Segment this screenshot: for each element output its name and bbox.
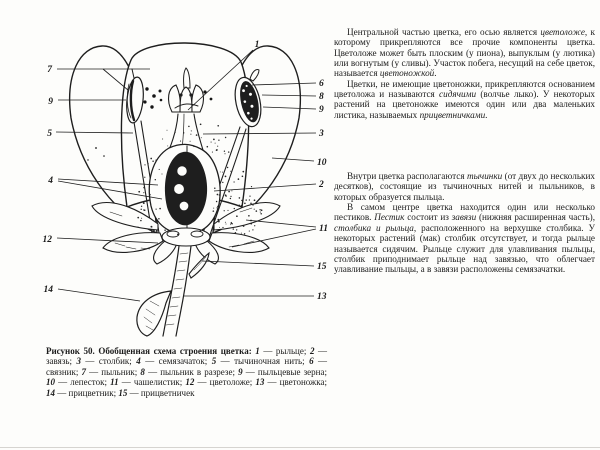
caption-item-label: — пыльцевые зерна; (242, 366, 327, 377)
text-run: . (485, 109, 488, 120)
label-14: 14 (43, 285, 53, 295)
label-15: 15 (317, 262, 327, 272)
label-11: 11 (319, 224, 328, 234)
caption-item-number: 13 (255, 377, 265, 388)
term-sessile: сидячими (439, 89, 477, 100)
term-stamens: тычинки (466, 171, 503, 182)
body-text-column (334, 27, 595, 275)
caption-item-label: — связник; (46, 356, 328, 377)
label-10: 10 (317, 158, 327, 168)
caption-item-number: 9 (238, 366, 243, 377)
caption-item-number: 2 (309, 346, 315, 356)
figure-title: Обобщенная схема строения цветка: (94, 346, 256, 356)
caption-item-label: — семязачаток; (140, 356, 212, 367)
label-7: 7 (47, 65, 52, 75)
ovary (149, 144, 220, 234)
paragraph-receptacle (334, 27, 595, 79)
text-run: Центральной частью цветка, его осью является (347, 27, 541, 37)
term-style-stigma: столбика и рыльца (334, 222, 414, 233)
caption-item-label: — прицветничек (127, 387, 195, 398)
label-8: 8 (319, 92, 324, 102)
text-run: состоит из (404, 212, 452, 223)
caption-item-label: — цветоножка; (264, 377, 328, 388)
term-bractlets: прицветничками (419, 109, 486, 120)
caption-item-label: — завязь; (46, 346, 327, 367)
caption-item-number: 14 (46, 387, 55, 398)
term-ovary: завязи (451, 212, 477, 223)
caption-item-label: — чашелистик; (118, 377, 186, 388)
text-run: (нижняя расширенная часть), (476, 212, 595, 223)
caption-item-label: — тычиночная нить; (216, 356, 310, 367)
caption-item-label: — пыльник; (85, 366, 141, 377)
page-bottom-edge (0, 447, 600, 448)
caption-item-number: 5 (211, 356, 217, 367)
label-9-left: 9 (48, 97, 53, 107)
text-run: В самом центре цветка находится один или несколько пестиков. (334, 202, 595, 223)
paragraph-pistil (334, 202, 595, 274)
caption-item-label: — столбик; (80, 356, 137, 367)
text-run: , расположенного на верхушке столбика. У некоторых растений (мак) столбик отсутствует, и тогда рыльце называется сидячим. Рыльце служит для улавливания пыльцы, столбик приподнимает рыльце над завязью, что облегчает улавливание пыльцы, а в завязи расположены семязачатки. (334, 222, 595, 275)
flower-diagram (0, 0, 335, 342)
caption-item-number: 4 (136, 356, 141, 367)
label-13: 13 (317, 292, 327, 302)
term-pedicel: цветоножкой (379, 68, 435, 79)
label-1: 1 (254, 40, 260, 50)
figure-caption (46, 346, 327, 398)
term-pistil: Пестик (374, 212, 405, 223)
paragraph-sessile-flowers (334, 79, 595, 120)
caption-item-label: — пыльник в разрезе; (144, 366, 239, 377)
label-2: 2 (319, 180, 324, 190)
label-12: 12 (42, 235, 52, 245)
caption-item-label: — прицветник; (55, 387, 119, 398)
caption-item-number: 6 (309, 356, 314, 367)
text-run: . (434, 68, 437, 79)
bractlet (189, 253, 209, 278)
caption-item-number: 15 (118, 387, 128, 398)
text-run: , к которому прикрепляются все прочие компоненты цветка. Цветоложе может быть плоским (у пиона), выпуклым (у лютика) или вогнутым (у сливы). Участок побега, несущий на себе цветок, называется (334, 27, 595, 79)
bract-leaf (137, 291, 171, 336)
caption-item-label: — лепесток; (55, 377, 111, 388)
label-9-right: 9 (319, 105, 324, 115)
caption-item-number: 10 (46, 377, 55, 388)
receptacle (162, 228, 210, 246)
label-3: 3 (319, 129, 324, 139)
text-run: (от двух до нескольких десятков), состоящие из тычиночных нитей и пыльников, в которых образуется пыльца. (334, 171, 595, 202)
caption-item-number: 11 (110, 377, 119, 388)
label-6: 6 (319, 79, 324, 89)
caption-item-number: 7 (81, 366, 86, 377)
term-receptacle: цветоложе (540, 27, 585, 37)
caption-item-number: 8 (140, 366, 145, 377)
caption-item-number: 3 (76, 356, 81, 367)
paragraph-stamens (334, 171, 595, 202)
text-run: Цветки, не имеющие цветоножки, прикрепляются основанием цветоложа и называются (334, 78, 595, 100)
caption-item-number: 1 (255, 346, 260, 356)
figure-number: Рисунок 50. (46, 346, 95, 356)
text-run: (волчье лыко). У некоторых растений на цветоножке имеются один или два маленьких листика, называемых (334, 89, 595, 120)
label-4: 4 (48, 176, 53, 186)
caption-item-number: 12 (185, 377, 195, 388)
text-run: Внутри цветка располагаются (347, 171, 467, 182)
caption-item-label: — рыльце; (259, 346, 310, 356)
label-5: 5 (47, 129, 52, 139)
caption-item-label: — цветоложе; (194, 377, 256, 388)
